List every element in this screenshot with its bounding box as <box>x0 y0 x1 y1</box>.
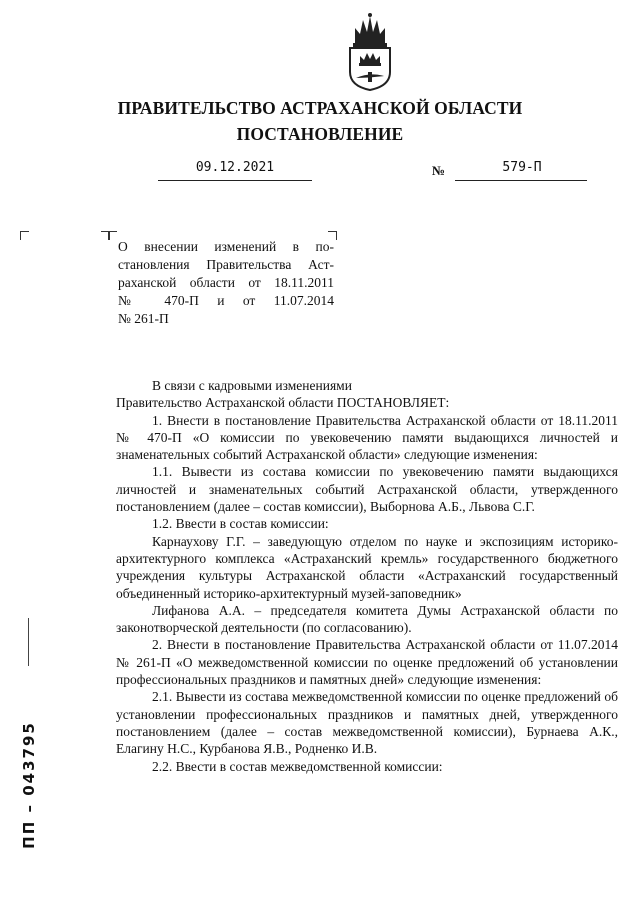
document-date: 09.12.2021 <box>195 160 275 175</box>
subject-line: становления Правительства Аст- <box>118 257 334 272</box>
document-body <box>116 377 618 775</box>
number-sign: № <box>432 163 446 178</box>
serial-number-mark <box>14 680 44 890</box>
government-title: ПРАВИТЕЛЬСТВО АСТРАХАНСКОЙ ОБЛАСТИ <box>117 98 523 118</box>
body-paragraph: 2.2. Ввести в состав межведомственной комиссии: <box>152 758 443 774</box>
subject-line: раханской области от 18.11.2011 <box>118 275 334 290</box>
subject-line: № 470-П и от 11.07.2014 <box>118 293 334 308</box>
body-paragraph: В связи с кадровыми изменениями <box>152 378 352 393</box>
body-paragraph: 1. Внести в постановление Правительства Астраханской области от 18.11.2011 № 470-П «О комиссии по увековечению памяти выдающихся личностей и знаменательных событий Астраханской области» следующие изменения: <box>116 412 618 463</box>
coat-of-arms-emblem <box>345 12 395 92</box>
number-underline <box>455 180 587 181</box>
margin-line <box>28 618 29 666</box>
body-paragraph: 1.2. Ввести в состав комиссии: <box>152 516 329 532</box>
body-paragraph: 1.1. Вывести из состава комиссии по увековечению памяти выдающихся личностей и знаменательных событий Астраханской области, утвержденного постановлением (далее – состав комиссии), Выборнова А.Б., Львова С.Г. <box>116 464 618 515</box>
body-paragraph: Карнаухову Г.Г. – заведующую отделом по науке и экспозициям историко-архитектурного комплекса «Астраханский кремль» государственного бюджетного учреждения культуры Астраханской области «Астраханский государственный объединенный историко-архитектурный музей-заповедник» <box>116 533 618 601</box>
date-underline <box>158 180 312 181</box>
body-paragraph: Правительство Астраханской области ПОСТАНОВЛЯЕТ: <box>116 395 450 411</box>
document-number: 579-П <box>502 160 542 175</box>
subject-block <box>118 238 334 328</box>
body-paragraph: 2. Внести в постановление Правительства Астраханской области от 11.07.2014 № 261-П «О межведомственной комиссии по оценке предложений об установлении профессиональных праздников и памятных дней» следующие изменения: <box>116 637 618 688</box>
serial-number-text: ПП – 043795 <box>20 721 38 849</box>
subject-line: О внесении изменений в по- <box>118 239 334 254</box>
corner-mark <box>108 231 117 240</box>
document-type: ПОСТАНОВЛЕНИЕ <box>236 124 404 144</box>
corner-mark <box>20 231 29 240</box>
body-paragraph: Лифанова А.А. – председателя комитета Думы Астраханской области по законотворческой деятельности (по согласованию). <box>116 602 618 636</box>
body-paragraph: 2.1. Вывести из состава межведомственной комиссии по оценке предложений об установлении профессиональных праздников и памятных дней, утвержденного постановлением (далее – состав межведомственной комиссии), Бурнаева А.К., Елагину Н.С., Курбанова Я.В., Родненко И.В. <box>116 689 618 757</box>
subject-line: № 261-П <box>118 311 169 326</box>
